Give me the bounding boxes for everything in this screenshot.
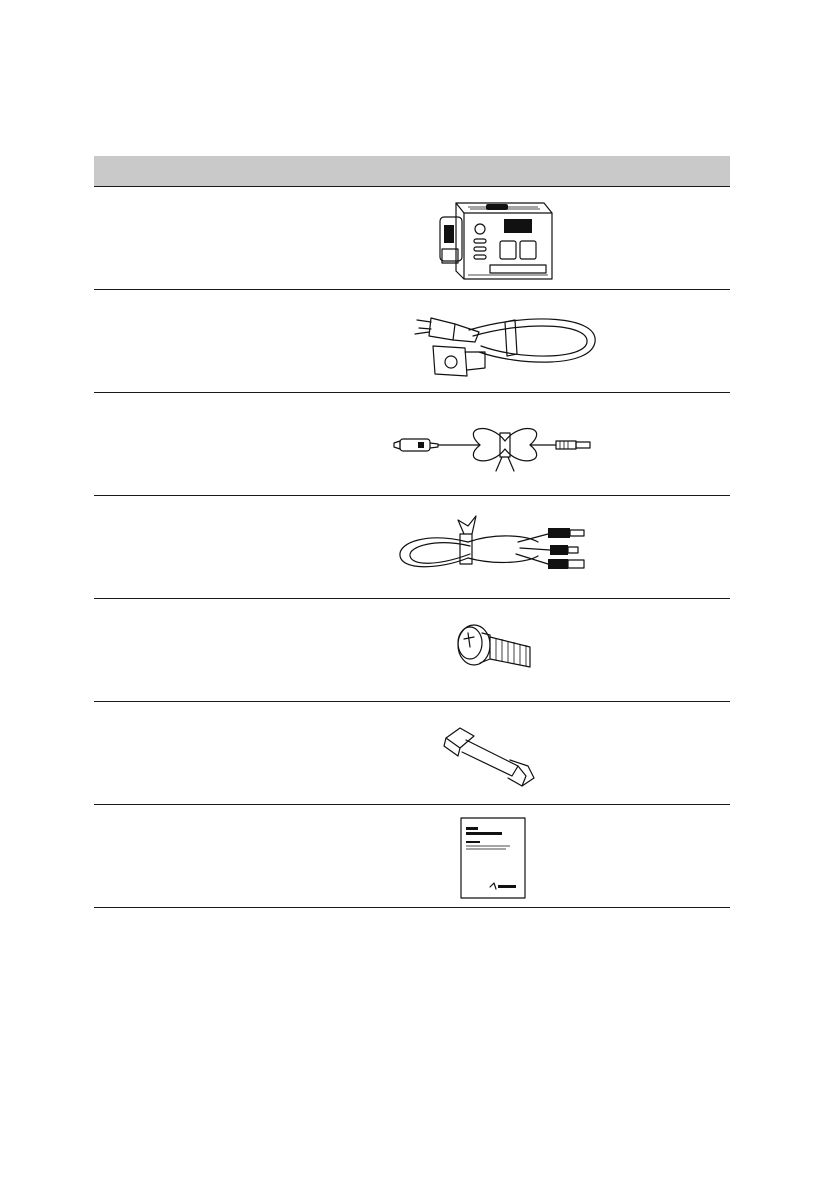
row-image-cell	[376, 393, 730, 495]
ac-power-cord-icon	[409, 302, 609, 382]
row-name-cell	[94, 290, 376, 392]
row-image-cell	[376, 702, 730, 804]
car-charging-cable-icon	[390, 417, 600, 477]
row-name-cell	[94, 393, 376, 495]
table-row	[94, 599, 730, 702]
fuse-icon	[438, 716, 548, 796]
table-header	[94, 156, 730, 187]
table-row	[94, 290, 730, 393]
row-image-cell	[376, 496, 730, 598]
table-row	[94, 187, 730, 290]
solar-charging-cable-icon	[398, 512, 598, 582]
table-row	[94, 496, 730, 599]
screw-icon	[444, 611, 544, 691]
user-manual-icon	[460, 817, 526, 899]
table-row	[94, 393, 730, 496]
package-contents-table	[94, 156, 730, 908]
row-name-cell	[94, 599, 376, 701]
power-station-icon	[434, 195, 554, 285]
row-name-cell	[94, 702, 376, 804]
row-image-cell	[376, 599, 730, 701]
table-row	[94, 805, 730, 908]
table-row	[94, 702, 730, 805]
row-image-cell	[376, 187, 730, 289]
row-name-cell	[94, 187, 376, 289]
row-name-cell	[94, 496, 376, 598]
row-image-cell	[376, 290, 730, 392]
row-name-cell	[94, 805, 376, 907]
header-name-cell	[94, 163, 376, 179]
row-image-cell	[376, 805, 730, 907]
